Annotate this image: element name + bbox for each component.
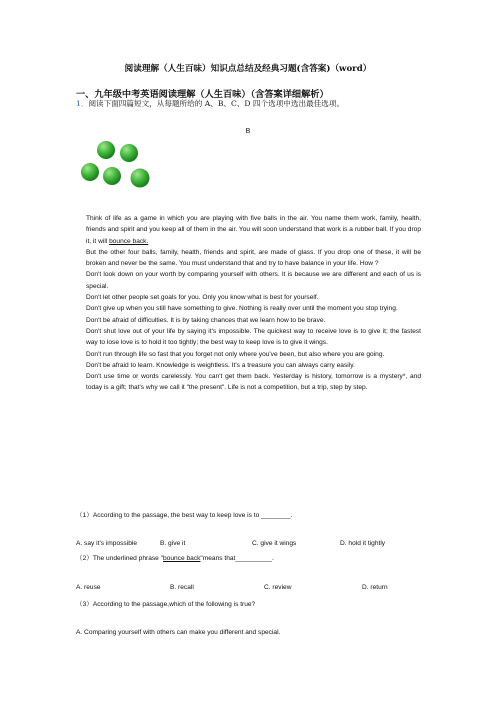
question-1-option-b[interactable]: B. give it bbox=[160, 540, 186, 547]
ball-5 bbox=[131, 169, 150, 188]
question-number: 1． bbox=[76, 99, 89, 108]
paragraph-5: Don't give up when you still have something to give. Nothing is really over until the moment you stop trying. bbox=[86, 305, 398, 313]
question-1-option-a[interactable]: A. say it's impossible bbox=[76, 540, 137, 547]
question-intro-text: 阅读下面四篇短文，从每题所给的 A、B、C、D 四个选项中选出最佳选项。 bbox=[88, 99, 345, 108]
question-2-stem-b: "means that__________. bbox=[200, 555, 274, 562]
question-1-option-c[interactable]: C. give it wings bbox=[252, 540, 297, 547]
page-title: 阅读理解（人生百味）知识点总结及经典习题(含答案)（word） bbox=[124, 64, 372, 74]
question-3-stem: （3）According to the passage,which of the following is true? bbox=[76, 601, 256, 608]
ball-3 bbox=[81, 163, 99, 181]
passage-label: B bbox=[245, 128, 251, 135]
ball-2 bbox=[120, 144, 138, 162]
paragraph-2: But the other four balls, family, health, friends and spirit, are made of glass. If you drop one of these, it will be broken and never be the same. You must understand that and try to have balance in your life. How ? bbox=[86, 248, 421, 268]
paragraph-4: Don't let other people set goals for you. Only you know what is best for yourself. bbox=[86, 294, 319, 302]
question-1-stem: （1）According to the passage, the best way to keep love is to ________. bbox=[76, 512, 293, 519]
question-2-underlined: bounce back bbox=[163, 555, 201, 562]
question-3-option-a[interactable]: A. Comparing yourself with others can make you different and special. bbox=[76, 629, 281, 636]
paragraph-6: Don't be afraid of difficulties. It is by taking chances that we learn how to be brave. bbox=[86, 316, 326, 324]
paragraph-3: Don't look down on your worth by comparing yourself with others. It is because we are different and each of us is special. bbox=[86, 271, 421, 290]
question-2-option-c[interactable]: C. review bbox=[264, 584, 292, 591]
green-balls-image bbox=[76, 138, 166, 198]
paragraph-7: Don't shut love out of your life by saying it's impossible. The quickest way to receive love is to give it; the fastest way to lose love is to hold it too tightly; the best way to keep love is to give it wings. bbox=[86, 327, 421, 347]
question-2-option-d[interactable]: D. return bbox=[362, 584, 388, 591]
question-2-option-a[interactable]: A. reuse bbox=[76, 584, 101, 591]
question-2-option-b[interactable]: B. recall bbox=[170, 584, 194, 591]
paragraph-1-text: Think of life as a game in which you are playing with five balls in the air. You name them work, family, health, friends and spirit and you keep all of them in the air. You will soon understand that work is a rubber ball. If you drop it, it will bbox=[86, 215, 421, 245]
question-1-option-d[interactable]: D. hold it tightly bbox=[340, 540, 386, 547]
ball-4 bbox=[103, 167, 121, 185]
question-2-stem bbox=[76, 552, 274, 562]
paragraph-10: Don't use time or words carelessly. You can't get them back. Yesterday is history, tomorrow is a mystery*, and today is a gift; that's why we call it "the present". Life is not a competition, but a trip, step by step. bbox=[86, 373, 421, 392]
passage-body bbox=[76, 213, 421, 394]
question-2-stem-a: （2）The underlined phrase " bbox=[76, 555, 164, 562]
paragraph-9: Don't be afraid to learn. Knowledge is weightless. It's a treasure you can always carry easily. bbox=[86, 361, 355, 369]
paragraph-1 bbox=[76, 213, 421, 247]
question-intro bbox=[76, 98, 344, 109]
underlined-phrase: bounce back. bbox=[109, 237, 149, 245]
paragraph-8: Don't run through life so fast that you forget not only where you've been, but also where you are going. bbox=[86, 350, 385, 358]
ball-1 bbox=[97, 141, 115, 159]
section-heading: 一、九年级中考英语阅读理解（人生百味）（含答案详细解析） bbox=[76, 89, 329, 100]
